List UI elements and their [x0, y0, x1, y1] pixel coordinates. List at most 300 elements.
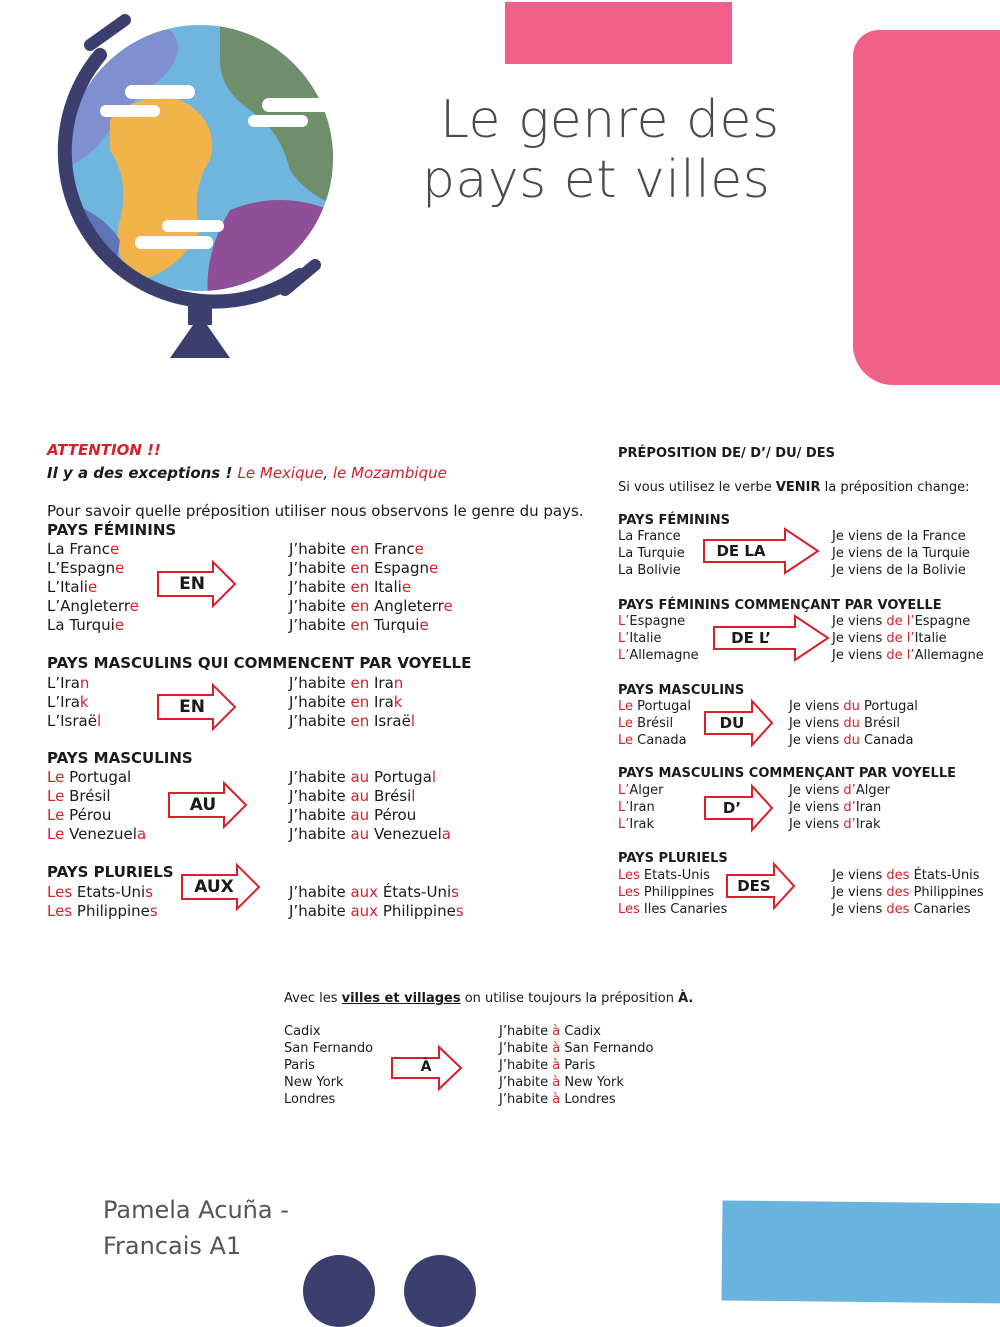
list-item [499, 1074, 654, 1091]
right-femv-countries [618, 613, 699, 664]
cities-intro-pre: Avec les [284, 991, 342, 1006]
country-ending: e [115, 559, 125, 577]
right-masc-phrases [789, 698, 918, 749]
country-article: Les [618, 868, 640, 883]
phrase-city: New York [560, 1075, 624, 1090]
phrase-preposition: à [552, 1075, 561, 1090]
cities-list [284, 1023, 373, 1108]
list-item [289, 674, 415, 693]
list-item [618, 630, 699, 647]
phrase-ending: l [411, 787, 416, 805]
right-intro-pre: Si vous utilisez le verbe [618, 480, 776, 495]
arrow-label: AUX [194, 877, 234, 897]
exceptions-mexique-article: Le [237, 464, 256, 482]
list-item [499, 1057, 654, 1074]
navy-circle-decoration-left [303, 1255, 375, 1327]
phrase-verb: Je viens [789, 800, 844, 815]
phrase-country: Alger [855, 783, 890, 798]
phrase-city: Cadix [560, 1024, 601, 1039]
phrase-ending: n [393, 674, 404, 692]
phrase-ending: l [410, 712, 415, 730]
country-article: L’ [618, 631, 630, 646]
phrase-country: Italie [914, 631, 947, 646]
arrow-en-feminine [157, 561, 237, 607]
phrase-country: États-Unis [909, 868, 980, 883]
phrase-verb: Je viens [832, 631, 887, 646]
phrase-preposition: en [350, 616, 370, 634]
phrase-ending: e [414, 540, 424, 558]
cities-intro-post: on utilise toujours la préposition [460, 991, 679, 1006]
phrase-verb: J’habite [289, 768, 351, 786]
right-mascv-header: PAYS MASCULINS COMMENÇANT PAR VOYELLE [618, 766, 956, 781]
phrase-preposition: en [350, 540, 370, 558]
phrase-preposition: au [350, 768, 370, 786]
country-name: Etats-Uni [72, 883, 146, 901]
left-mascv-countries [47, 674, 101, 731]
list-item [47, 559, 139, 578]
country-article: Le [618, 716, 634, 731]
list-item [289, 578, 453, 597]
page-title-line-2-wrap [422, 150, 770, 210]
phrase-preposition: du [843, 733, 860, 748]
list-item [47, 825, 146, 844]
left-fem-header: PAYS FÉMININS [47, 521, 177, 539]
list-item [47, 597, 139, 616]
phrase-verb: Je viens [789, 699, 844, 714]
list-item: Je viens de la Turquie [832, 546, 970, 561]
phrase-verb: Je viens [832, 902, 887, 917]
arrow-label: DE LA [716, 542, 766, 560]
list-item [618, 884, 727, 901]
phrase-ending: a [441, 825, 451, 843]
country-article: Les [47, 883, 73, 901]
phrase-verb: J’habite [289, 540, 351, 558]
list-item [289, 883, 464, 902]
blue-rectangle-decoration [721, 1200, 1000, 1303]
arrow-en-masculine-vowel [157, 684, 237, 730]
country-name: Irak [629, 817, 655, 832]
list-item: La Turquie [618, 546, 685, 561]
arrow-de-la [703, 528, 820, 574]
phrase-ending: s [455, 902, 464, 920]
arrow-label: AU [189, 795, 217, 815]
phrase-verb: J’habite [289, 559, 351, 577]
phrase-preposition: en [350, 578, 370, 596]
arrow-des [726, 863, 796, 909]
country-article: L’ [618, 800, 630, 815]
list-item [618, 867, 727, 884]
phrase-verb: J’habite [289, 578, 351, 596]
left-masc-countries [47, 768, 146, 844]
list-item [47, 674, 101, 693]
phrase-verb: Je viens [832, 868, 887, 883]
country-ending: e [109, 540, 120, 558]
phrase-preposition: en [350, 712, 370, 730]
phrase-preposition: d’ [843, 800, 856, 815]
page-title [440, 90, 780, 150]
right-fem-countries [618, 528, 685, 579]
left-fem-phrases [289, 540, 453, 635]
right-intro [618, 479, 970, 496]
list-item [618, 782, 663, 799]
phrase-preposition: d’ [843, 783, 856, 798]
phrase-preposition: de l’ [886, 614, 915, 629]
phrase-preposition: à [552, 1092, 561, 1107]
right-intro-post: la préposition change: [820, 480, 970, 495]
country-ending: e [114, 616, 125, 634]
phrase-ending: e [419, 616, 429, 634]
list-item: Je viens de la France [832, 529, 966, 544]
list-item [618, 816, 663, 833]
country-ending: s [149, 902, 158, 920]
country-name: Brésil [64, 787, 111, 805]
phrase-verb: Je viens [832, 885, 887, 900]
phrase-ending: k [393, 693, 403, 711]
list-item: Cadix [284, 1024, 321, 1039]
country-ending: l [96, 712, 102, 730]
left-plur-header: PAYS PLURIELS [47, 863, 174, 881]
left-plur-countries [47, 883, 158, 921]
list-item [789, 715, 918, 732]
phrase-preposition: de l’ [886, 648, 915, 663]
globe-illustration [30, 10, 350, 360]
country-ending: e [87, 578, 98, 596]
list-item [289, 559, 453, 578]
phrase-verb: Je viens [832, 614, 887, 629]
intro-text: Pour savoir quelle préposition utiliser nous observons le genre du pays. [47, 502, 584, 520]
country-article: L’ [618, 614, 630, 629]
author-block [103, 1192, 289, 1264]
right-plur-header: PAYS PLURIELS [618, 851, 728, 866]
country-article: Les [618, 885, 640, 900]
phrase-verb: J’habite [499, 1024, 553, 1039]
phrase-preposition: aux [350, 883, 379, 901]
phrase-ending: s [451, 883, 459, 901]
arrow-a-cities [391, 1046, 463, 1090]
phrase-country: États-Uni [378, 883, 452, 901]
phrase-verb: J’habite [499, 1041, 553, 1056]
phrase-country: Espagne [914, 614, 971, 629]
country-base: L’Espagn [47, 559, 116, 577]
phrase-preposition: des [886, 902, 910, 917]
country-name: Allemagne [629, 648, 699, 663]
phrase-ending: e [429, 559, 439, 577]
list-item [289, 825, 451, 844]
phrase-country: Angleterr [369, 597, 444, 615]
right-femv-header: PAYS FÉMININS COMMENÇANT PAR VOYELLE [618, 598, 942, 613]
country-name: Venezuel [64, 825, 137, 843]
country-base: L’Israë [47, 712, 97, 730]
phrase-country: Philippine [378, 902, 456, 920]
country-base: La Franc [47, 540, 110, 558]
country-ending: n [79, 674, 90, 692]
list-item [289, 787, 451, 806]
author-name: Pamela Acuña - [103, 1196, 289, 1224]
phrase-country: Venezuel [369, 825, 442, 843]
phrase-preposition: à [552, 1058, 561, 1073]
list-item: Londres [284, 1092, 336, 1107]
phrase-preposition: à [552, 1041, 561, 1056]
phrase-preposition: à [552, 1024, 561, 1039]
arrow-label: À [420, 1059, 432, 1075]
exceptions-mozambique-article: le [332, 464, 347, 482]
right-mascv-countries [618, 782, 663, 833]
country-article: L’ [618, 817, 630, 832]
country-name: Portugal [64, 768, 132, 786]
country-ending: k [79, 693, 89, 711]
country-name: Alger [629, 783, 664, 798]
list-item: La Bolivie [618, 563, 681, 578]
phrase-verb: Je viens [789, 733, 844, 748]
phrase-country: Ira [369, 693, 394, 711]
phrase-verb: J’habite [289, 597, 351, 615]
phrase-country: Irak [855, 817, 881, 832]
phrase-verb: J’habite [289, 806, 351, 824]
country-base: La Turqui [47, 616, 115, 634]
list-item [499, 1023, 654, 1040]
country-article: Le [47, 787, 65, 805]
list-item [618, 715, 691, 732]
list-item [289, 693, 415, 712]
list-item [789, 782, 890, 799]
list-item [499, 1040, 654, 1057]
phrase-verb: J’habite [499, 1092, 553, 1107]
country-article: L’ [618, 648, 630, 663]
phrase-country: Iran [855, 800, 882, 815]
phrase-verb: J’habite [289, 616, 351, 634]
phrase-preposition: de l’ [886, 631, 915, 646]
list-item: Paris [284, 1058, 315, 1073]
country-base: L’Ira [47, 674, 80, 692]
pink-blob-decoration [853, 30, 1000, 385]
phrase-verb: J’habite [289, 693, 351, 711]
phrase-preposition: au [350, 825, 370, 843]
left-mascv-header: PAYS MASCULINS QUI COMMENCENT PAR VOYELLE [47, 654, 472, 672]
phrase-verb: J’habite [289, 712, 351, 730]
list-item [289, 616, 453, 635]
right-masc-header: PAYS MASCULINS [618, 683, 745, 698]
list-item [618, 613, 699, 630]
list-item [289, 597, 453, 616]
country-ending: e [129, 597, 139, 615]
list-item [289, 712, 415, 731]
phrase-country: Brési [369, 787, 412, 805]
arrow-label: DES [737, 877, 771, 895]
arrow-label: EN [179, 574, 205, 594]
arrow-du [704, 700, 774, 746]
country-ending: s [145, 883, 154, 901]
arrow-au-masculine [168, 782, 248, 828]
country-name: Italie [629, 631, 662, 646]
list-item [47, 578, 139, 597]
list-item: Je viens de la Bolivie [832, 563, 966, 578]
phrase-country: Portuga [369, 768, 432, 786]
list-item [832, 901, 984, 918]
country-article: Le [47, 825, 65, 843]
list-item: San Fernando [284, 1041, 374, 1056]
left-masc-header: PAYS MASCULINS [47, 749, 193, 767]
country-base: L’Angleterr [47, 597, 130, 615]
country-article: Les [618, 902, 640, 917]
cities-phrases [499, 1023, 654, 1108]
list-item [618, 901, 727, 918]
phrase-verb: Je viens [789, 783, 844, 798]
phrase-preposition: en [350, 559, 370, 577]
list-item [289, 768, 451, 787]
phrase-verb: J’habite [289, 787, 351, 805]
right-femv-phrases [832, 613, 984, 664]
phrase-country: Espagn [369, 559, 430, 577]
right-masc-countries [618, 698, 691, 749]
phrase-preposition: en [350, 674, 370, 692]
phrase-preposition: du [843, 716, 860, 731]
list-item [499, 1091, 654, 1108]
phrase-city: Londres [560, 1092, 616, 1107]
country-name: Pérou [64, 806, 112, 824]
country-ending: a [136, 825, 147, 843]
country-name: Brésil [633, 716, 674, 731]
list-item [47, 712, 101, 731]
phrase-preposition: au [350, 787, 370, 805]
phrase-preposition: aux [350, 902, 379, 920]
cities-intro [284, 990, 693, 1007]
country-name: Portugal [633, 699, 691, 714]
navy-circle-decoration-right [404, 1255, 476, 1327]
country-article: Le [618, 699, 634, 714]
right-fem-header: PAYS FÉMININS [618, 513, 730, 528]
list-item [289, 806, 451, 825]
country-name: Philippine [72, 902, 150, 920]
list-item [832, 630, 984, 647]
country-base: L’Ira [47, 693, 80, 711]
title-line-2: pays et villes [422, 150, 771, 210]
phrase-ending: e [401, 578, 412, 596]
country-name: Iles Canaries [639, 902, 728, 917]
list-item [47, 787, 146, 806]
phrase-verb: Je viens [789, 817, 844, 832]
list-item [47, 806, 146, 825]
course-level: Francais A1 [103, 1232, 242, 1260]
arrow-label: DE L’ [731, 629, 771, 647]
left-plur-phrases [289, 883, 464, 921]
country-name: Philippines [639, 885, 714, 900]
phrase-verb: J’habite [289, 902, 351, 920]
list-item [47, 883, 158, 902]
phrase-preposition: au [350, 806, 370, 824]
phrase-preposition: en [350, 597, 370, 615]
list-item [47, 902, 158, 921]
list-item [832, 884, 984, 901]
country-name: Canada [633, 733, 687, 748]
phrase-country: Pérou [369, 806, 417, 824]
exceptions-separator: , [323, 464, 333, 482]
exceptions-mozambique: Mozambique [346, 464, 447, 482]
phrase-verb: Je viens [832, 648, 887, 663]
right-plur-countries [618, 867, 727, 918]
arrow-label: D’ [722, 799, 742, 817]
phrase-country: Portugal [859, 699, 918, 714]
arrow-de-l [713, 615, 830, 661]
exceptions-line [47, 464, 447, 483]
right-fem-phrases [832, 528, 970, 579]
list-item [789, 732, 918, 749]
phrase-city: Paris [560, 1058, 596, 1073]
phrase-country: Itali [369, 578, 402, 596]
list-item [618, 647, 699, 664]
globe-icon [30, 10, 350, 360]
left-fem-countries [47, 540, 139, 635]
exceptions-mexique: Mexique [255, 464, 324, 482]
phrase-ending: e [443, 597, 453, 615]
list-item [789, 816, 890, 833]
phrase-preposition: des [886, 885, 910, 900]
phrase-ending: l [431, 768, 437, 786]
list-item: La France [618, 529, 681, 544]
country-article: Le [47, 768, 65, 786]
phrase-country: Ira [369, 674, 394, 692]
phrase-country: Canada [859, 733, 914, 748]
phrase-preposition: du [843, 699, 860, 714]
phrase-verb: J’habite [499, 1075, 553, 1090]
arrow-label: DU [719, 714, 745, 732]
exceptions-prefix: Il y a des exceptions ! [47, 464, 238, 482]
phrase-country: Franc [369, 540, 415, 558]
list-item [47, 768, 146, 787]
list-item [832, 867, 984, 884]
list-item [618, 732, 691, 749]
country-name: Iran [629, 800, 655, 815]
list-item [618, 799, 663, 816]
list-item: New York [284, 1075, 344, 1090]
cities-intro-preposition: À. [678, 991, 694, 1006]
cities-intro-emphasis: villes et villages [341, 991, 461, 1006]
left-masc-phrases [289, 768, 451, 844]
arrow-d [704, 785, 774, 831]
country-name: Etats-Unis [639, 868, 710, 883]
country-article: Le [47, 806, 65, 824]
country-article: L’ [618, 783, 630, 798]
phrase-country: Turqui [369, 616, 420, 634]
list-item [789, 799, 890, 816]
list-item [789, 698, 918, 715]
attention-label: ATTENTION !! [47, 441, 161, 459]
phrase-verb: J’habite [499, 1058, 553, 1073]
phrase-country: Canaries [909, 902, 971, 917]
phrase-verb: Je viens [789, 716, 844, 731]
phrase-preposition: en [350, 693, 370, 711]
list-item [289, 902, 464, 921]
title-line-1: Le genre des [440, 90, 780, 150]
list-item [47, 693, 101, 712]
list-item [832, 613, 984, 630]
phrase-country: Allemagne [914, 648, 984, 663]
phrase-country: Israë [369, 712, 411, 730]
country-name: Espagne [629, 614, 686, 629]
phrase-verb: J’habite [289, 883, 351, 901]
phrase-country: Philippines [909, 885, 984, 900]
list-item [618, 698, 691, 715]
phrase-country: Brésil [859, 716, 901, 731]
list-item [47, 616, 139, 635]
arrow-label: EN [179, 697, 205, 717]
arrow-aux-plural [181, 864, 261, 910]
country-article: Le [618, 733, 634, 748]
phrase-city: San Fernando [560, 1041, 654, 1056]
list-item [47, 540, 139, 559]
right-mascv-phrases [789, 782, 890, 833]
phrase-verb: J’habite [289, 825, 351, 843]
right-header: PRÉPOSITION DE/ D’/ DU/ DES [618, 446, 835, 461]
